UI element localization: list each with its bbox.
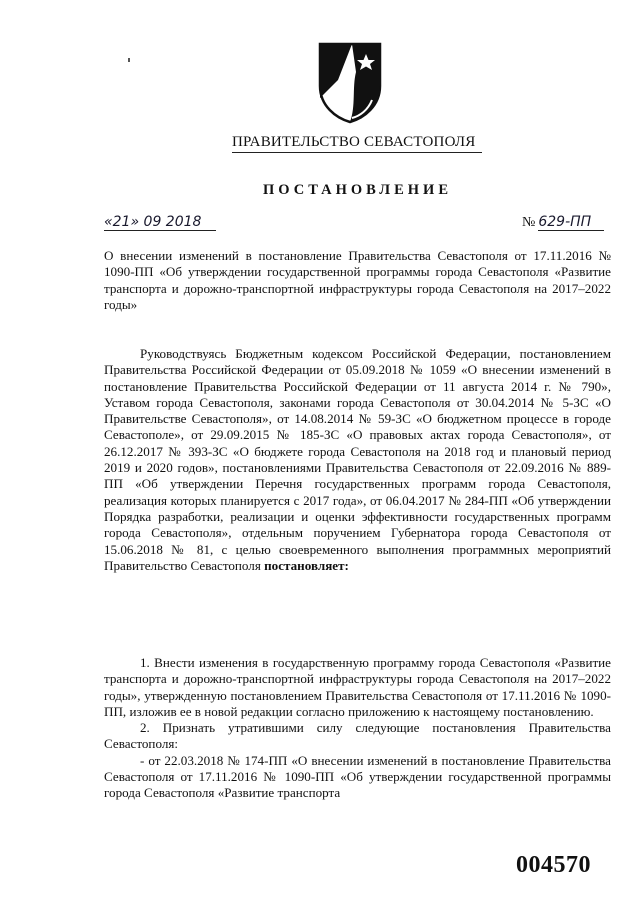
document-date: «21» 09 2018 [104,214,216,231]
subject-text: О внесении изменений в постановление Правительства Севастополя от 17.11.2016 № 1090-ПП «Об утверждении государственной программы города Севастополя «Развитие транспорта и дорожно-транспортной инфраструктуры города Севастополя на 2017–2022 годы» [104,248,611,312]
coat-of-arms-icon [316,40,384,124]
resolution-items [104,655,611,802]
resolution-item-2-sub: - от 22.03.2018 № 174-ПП «О внесении изменений в постановление Правительства Севастополя от 17.11.2016 № 1090-ПП «Об утверждении государственной программы города Севастополя «Развитие транспорта [104,752,611,801]
number-sign: № [522,215,536,230]
preamble-paragraph [104,346,611,574]
scan-speck [128,58,130,62]
preamble-text: Руководствуясь Бюджетным кодексом Российской Федерации, постановлением Правительства Российской Федерации от 05.09.2018 № 1059 «О внесении изменений в постановление Правительства Российской Федерации от 11 августа 2014 г. № 790», Уставом города Севастополя, законами города Севастополя от 30.04.2014 № 5-ЗС «О Правительстве Севастополя», от 14.08.2014 № 59-ЗС «О бюджетном процессе в городе Севастополе», от 29.09.2015 № 185-ЗС «О правовых актах города Севастополя», от 26.12.2017 № 393-ЗС «О бюджете города Севастополя на 2018 год и плановый период 2019 и 2020 годов», постановлениями Правительства Севастополя от 22.09.2016 № 889-ПП «Об утверждении Перечня государственных программ города Севастополя, реализация которых планируется с 2017 года», от 06.04.2017 № 284-ПП «Об утверждении Порядка разработки, реализации и оценки эффективности государственных программ города Севастополя», отдельным поручением Губернатора города Севастополя от 15.06.2018 № 81, с целью своевременного выполнения программных мероприятий Правительство Севастополя [104,346,611,573]
serial-number: 004570 [516,852,591,878]
document-subject [104,248,611,313]
document-number [522,214,614,231]
resolution-item-2: 2. Признать утратившими силу следующие постановления Правительства Севастополя: [104,720,611,752]
government-title: ПРАВИТЕЛЬСТВО СЕВАСТОПОЛЯ [232,134,482,153]
document-type-heading: ПОСТАНОВЛЕНИЕ [263,182,453,198]
resolves-keyword: постановляет: [264,557,349,573]
resolution-item-1: 1. Внести изменения в государственную программу города Севастополя «Развитие транспорта и дорожно-транспортной инфраструктуры города Севастополя на 2017–2022 годы», утвержденную постановлением Правительства Севастополя от 17.11.2016 № 1090-ПП, изложив ее в новой редакции согласно приложению к настоящему постановлению. [104,655,611,719]
document-number-value: 629-ПП [538,214,604,231]
preamble [104,346,611,574]
